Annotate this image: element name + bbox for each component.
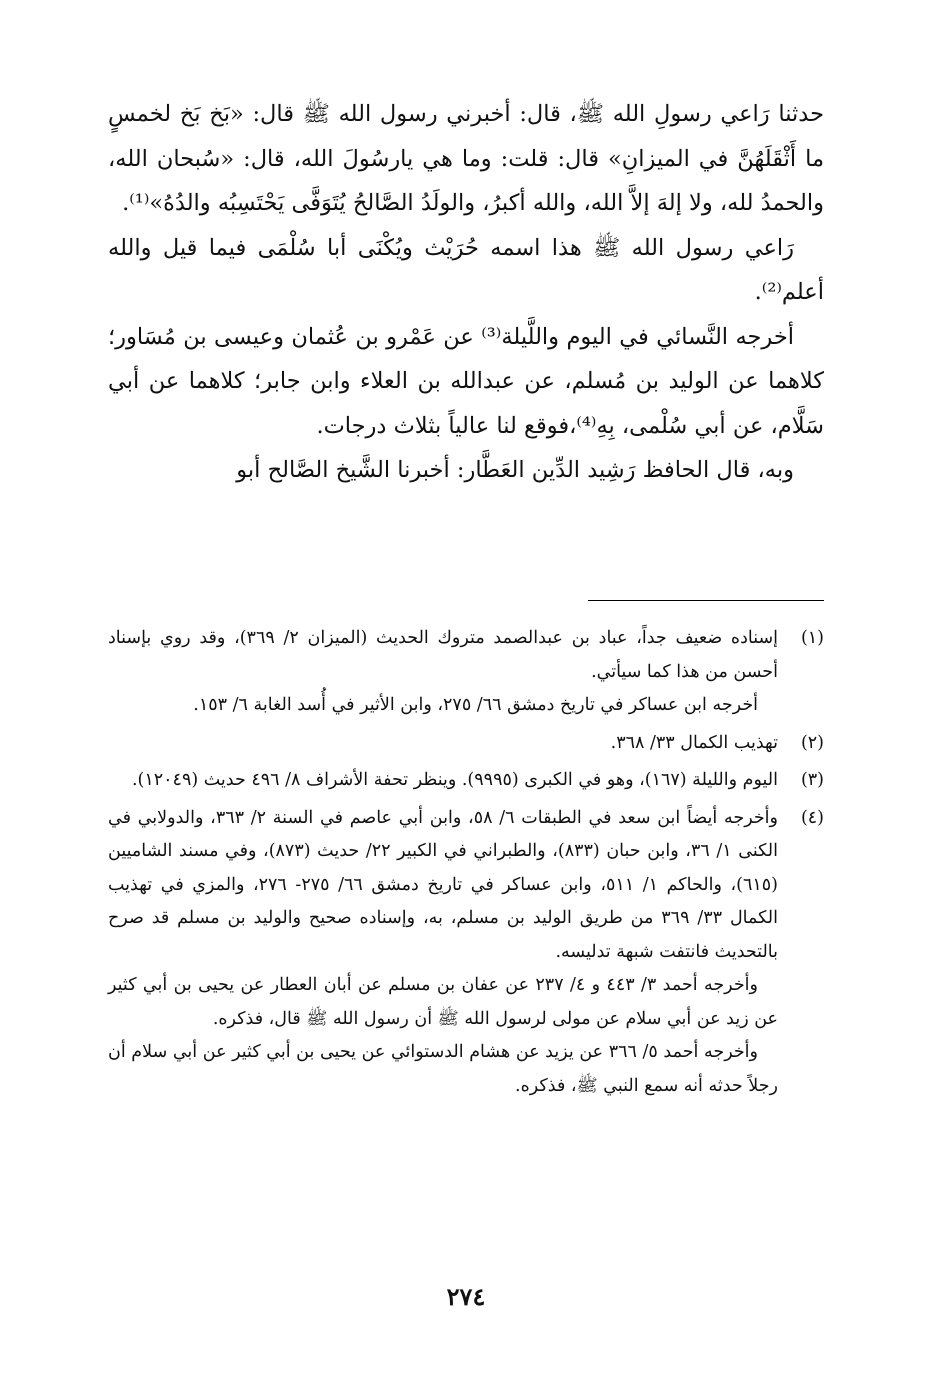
footnote-number: (٢)	[800, 732, 824, 753]
footnotes	[108, 622, 824, 1103]
footnote-text: تهذيب الكمال ٣٣/ ٣٦٨.	[610, 732, 778, 753]
footnote-text: وأخرجه أيضاً ابن سعد في الطبقات ٦/ ٥٨، وابن أبي عاصم في السنة ٢/ ٣٦٣، والدولابي في الكنى ١/ ٣٦، وابن حبان (٨٣٣)، والطبراني في الكبير ٢٢/ حديث (٨٧٣)، وفي مسند الشاميين (٦١٥)، والحاكم ١/ ٥١١، وابن عساكر في تاريخ دمشق ٦٦/ ٢٧٥- ٢٧٦، والمزي في تهذيب الكمال ٣٣/ ٣٦٩ من طريق الوليد بن مسلم، به، وإسناده صحيح والوليد بن مسلم قد صرح بالتحديث فانتفت شبهة تدليسه.	[108, 807, 778, 962]
footnote-4-continuation-2: وأخرجه أحمد ٥/ ٣٦٦ عن يزيد عن هشام الدستوائي عن يحيى بن أبي كثير عن أبي سلام أن رجلاً حدثه أنه سمع النبي ﷺ، فذكره.	[108, 1042, 778, 1096]
paragraph-3: أخرجه النَّسائي في اليوم واللَّيلة⁽³⁾ عن عَمْرو بن عُثمان وعيسى بن مُسَاور؛ كلاهما عن الوليد بن مُسلم، عن عبدالله بن العلاء وابن جابر؛ كلاهما عن أبي سَلَّام، عن أبي سُلْمى، بِهِ⁽⁴⁾،فوقع لنا عالياً بثلاث درجات.	[108, 323, 824, 439]
footnote-number: (٣)	[800, 770, 824, 790]
paragraph-2: رَاعي رسول الله ﷺ هذا اسمه حُرَيْث ويُكْنَى أبا سُلْمَى فيما قيل والله أعلم⁽²⁾.	[108, 234, 824, 305]
footnote-1	[108, 622, 824, 689]
paragraph-1: حدثنا رَاعي رسولِ الله ﷺ، قال: أخبرني رسول الله ﷺ قال: «بَخ بَخ لخمسٍ ما أَثْقَلَهُنَّ في الميزانِ» قال: قلت: وما هي يارسُولَ الله، قال: «سُبحان الله، والحمدُ لله، ولا إلهَ إلاَّ الله، والله أكبرُ، والولَدُ الصَّالحُ يُتَوَفَّى يَحْتَسِبُه والدُهُ»⁽¹⁾.	[108, 101, 824, 216]
footnote-3	[108, 764, 824, 798]
main-text	[108, 92, 824, 493]
footnote-text: اليوم والليلة (١٦٧)، وهو في الكبرى (٩٩٩٥). وينظر تحفة الأشراف ٨/ ٤٩٦ حديث (١٢٠٤٩).	[131, 770, 778, 790]
footnote-text: إسناده ضعيف جداً، عباد بن عبدالصمد متروك الحديث (الميزان ٢/ ٣٦٩)، وقد روي بإسناد أحسن من هذا كما سيأتي.	[108, 628, 779, 682]
footnote-2	[108, 727, 824, 761]
footnote-number: (٤)	[800, 807, 824, 828]
footnote-4	[108, 802, 824, 970]
footnote-4-continuation-1: وأخرجه أحمد ٣/ ٤٤٣ و ٤/ ٢٣٧ عن عفان بن مسلم عن أبان العطار عن يحيى بن أبي كثير عن زيد عن أبي سلام عن مولى لرسول الله ﷺ أن رسول الله ﷺ قال، فذكره.	[108, 975, 778, 1029]
page-number: ٢٧٤	[446, 1282, 486, 1311]
footnote-separator	[588, 600, 824, 601]
paragraph-4: وبه، قال الحافظ رَشِيد الدِّين العَطَّار: أخبرنا الشَّيخ الصَّالح أبو	[236, 457, 794, 483]
footnote-number: (١)	[800, 628, 824, 648]
footnote-1-continuation: أخرجه ابن عساكر في تاريخ دمشق ٦٦/ ٢٧٥، وابن الأثير في أُسد الغابة ٦/ ١٥٣.	[193, 695, 758, 715]
